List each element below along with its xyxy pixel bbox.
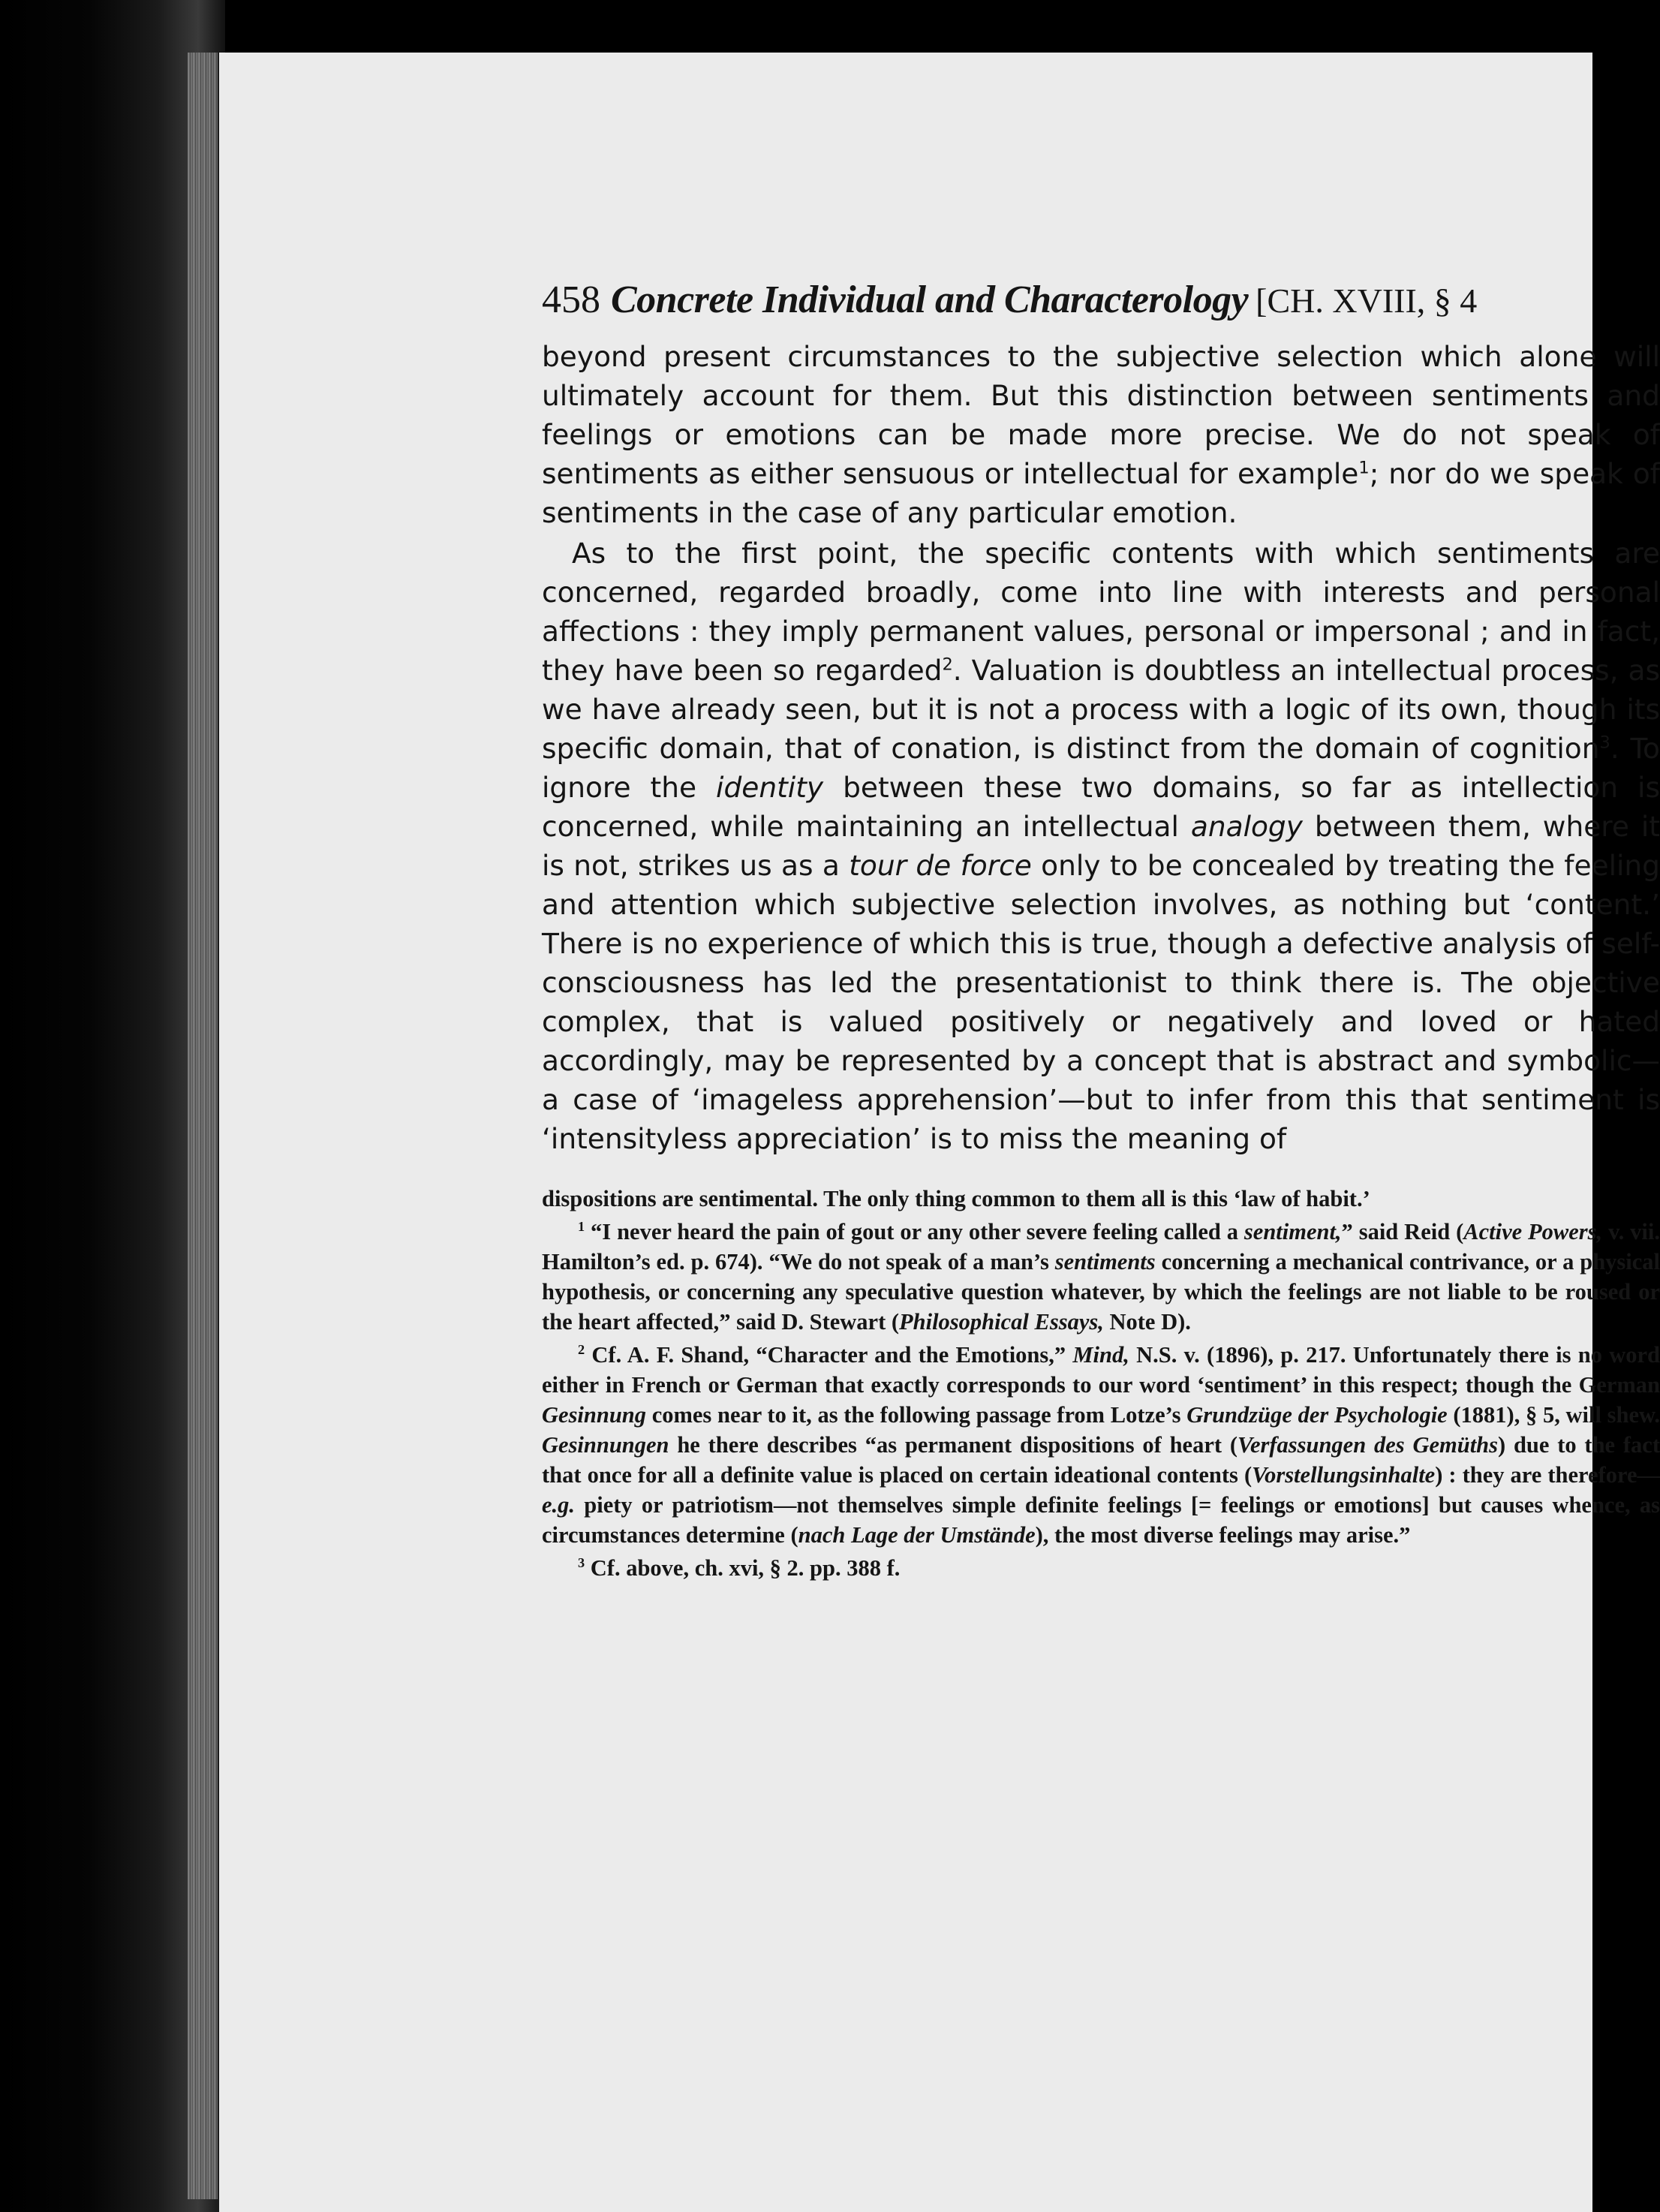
running-title: Concrete Individual and Characterology (611, 278, 1249, 321)
fn2-text-e: he there describes “as permanent dispositions of heart ( (669, 1432, 1237, 1458)
paragraph-2-text-c: . To ignore the (542, 732, 1660, 804)
running-head (542, 278, 1660, 322)
fn1-em-philosophical-essays: Philosophical Essays, (899, 1309, 1104, 1335)
paragraph-2-text-a: As to the first point, the specific contents with which sentiments are concerned, regarded broadly, come into line with interests and personal affections : they imply permanent values, personal or impersonal ; and in fact, they have been so regarded (542, 537, 1660, 687)
footnote-2-mark: 2 (578, 1341, 585, 1357)
fn1-em-active-powers: Active Powers, (1463, 1219, 1603, 1244)
paragraph-1 (542, 337, 1660, 532)
fn2-text-i: ), the most diverse feelings may arise.” (1035, 1522, 1411, 1548)
fn1-text-c: v. vii. Hamilton’s ed. p. 674). “We do not speak of a man’s (542, 1219, 1660, 1275)
footnote-ref-2: 2 (942, 655, 953, 675)
fn2-text-a: Cf. A. F. Shand, “Character and the Emotions,” (585, 1342, 1073, 1368)
fn1-text-b: ” said Reid ( (1341, 1219, 1464, 1244)
footnote-3-mark: 3 (578, 1554, 585, 1570)
footnotes (542, 1184, 1660, 1583)
footnote-continued: dispositions are sentimental. The only thing common to them all is this ‘law of habit.’ (542, 1186, 1370, 1211)
book-page (219, 53, 1660, 2212)
fn1-em-sentiment: sentiment, (1243, 1219, 1342, 1244)
fn1-text-d: concerning a mechanical contrivance, or a physical hypothesis, or concerning any speculative question whatever, by which the feelings are not liable to be roused or the heart affected,” said D. Stewart ( (542, 1249, 1660, 1335)
fn2-em-vorstellungsinhalte: Vorstellungsinhalte (1252, 1462, 1436, 1488)
emphasis-analogy: analogy (1190, 810, 1303, 843)
fn2-em-gesinnung: Gesinnung (542, 1402, 647, 1428)
fn3-text: Cf. above, ch. xvi, § 2. pp. 388 f. (585, 1555, 901, 1581)
paragraph-2-text-e: between them, where it is not, strikes us as a (542, 810, 1660, 882)
fn1-text-a: “I never heard the pain of gout or any other severe feeling called a (585, 1219, 1244, 1244)
emphasis-tour-de-force: tour de force (849, 849, 1032, 882)
page-number: 458 (542, 278, 600, 321)
page-content (542, 278, 1660, 1586)
page-edges (188, 53, 218, 2199)
fn2-em-grundzuge: Grundzüge der Psychologie (1186, 1402, 1448, 1428)
fn2-em-nach-lage: nach Lage der Umstände (798, 1522, 1036, 1548)
footnote-3 (542, 1553, 1660, 1583)
fn2-text-h: piety or patriotism—not themselves simple definite feelings [= feelings or emotions] but causes whence, as circumstances determine ( (542, 1492, 1660, 1548)
paragraph-2-text-d: between these two domains, so far as intellection is concerned, while maintaining an intellectual (542, 771, 1660, 843)
fn1-em-sentiments: sentiments (1054, 1249, 1156, 1275)
emphasis-identity: identity (716, 771, 824, 804)
fn2-text-b: N.S. v. (1896), p. 217. Unfortunately there is no word either in French or German that exactly corresponds to our word ‘sentiment’ in this respect; though the German (542, 1342, 1660, 1398)
chapter-reference: [CH. XVIII, § 4 (1256, 281, 1478, 320)
paragraph-1-text: beyond present circumstances to the subjective selection which alone will ultimately account for them. But this distinction between sentiments and feelings or emotions can be made more precise. We do not speak of sentiments as either sensuous or intellectual for example (542, 340, 1660, 490)
fn2-text-f: ) due to the fact that once for all a definite value is placed on certain ideational contents ( (542, 1432, 1660, 1488)
fn2-em-gesinnungen: Gesinnungen (542, 1432, 669, 1458)
footnote-ref-1: 1 (1358, 458, 1370, 478)
fn2-text-d: (1881), § 5, will shew. (1447, 1402, 1660, 1428)
footnote-2 (542, 1340, 1660, 1550)
paragraph-1-end: ; nor do we speak of sentiments in the case of any particular emotion. (542, 457, 1660, 529)
paragraph-2-text-f: only to be concealed by treating the feeling and attention which subjective selection involves, as nothing but ‘content.’ There is no experience of which this is true, though a defective analysis of self-consciousness has led the presentationist to think there is. The objective complex, that is valued positively or negatively and loved or hated accordingly, may be represented by a concept that is abstract and symbolic—a case of ‘imageless apprehension’—but to infer from this that sentiment is ‘intensityless appreciation’ is to miss the meaning of (542, 849, 1660, 1155)
fn2-em-mind: Mind, (1072, 1342, 1129, 1368)
fn2-em-verfassungen: Verfassungen des Gemüths (1237, 1432, 1498, 1458)
fn2-em-eg: e.g. (542, 1492, 576, 1518)
footnote-1 (542, 1217, 1660, 1337)
fn1-text-e: Note D). (1103, 1309, 1191, 1335)
footnote-1-mark: 1 (578, 1218, 585, 1234)
footnote-ref-3: 3 (1599, 733, 1610, 753)
fn2-text-g: ) : they are therefore— (1435, 1462, 1660, 1488)
paragraph-2-text-b: . Valuation is doubtless an intellectual process, as we have already seen, but it is not a process with a logic of its own, though its specific domain, that of conation, is distinct from the domain of cognition (542, 654, 1660, 765)
fn2-text-c: comes near to it, as the following passage from Lotze’s (646, 1402, 1187, 1428)
paragraph-2 (542, 534, 1660, 1158)
